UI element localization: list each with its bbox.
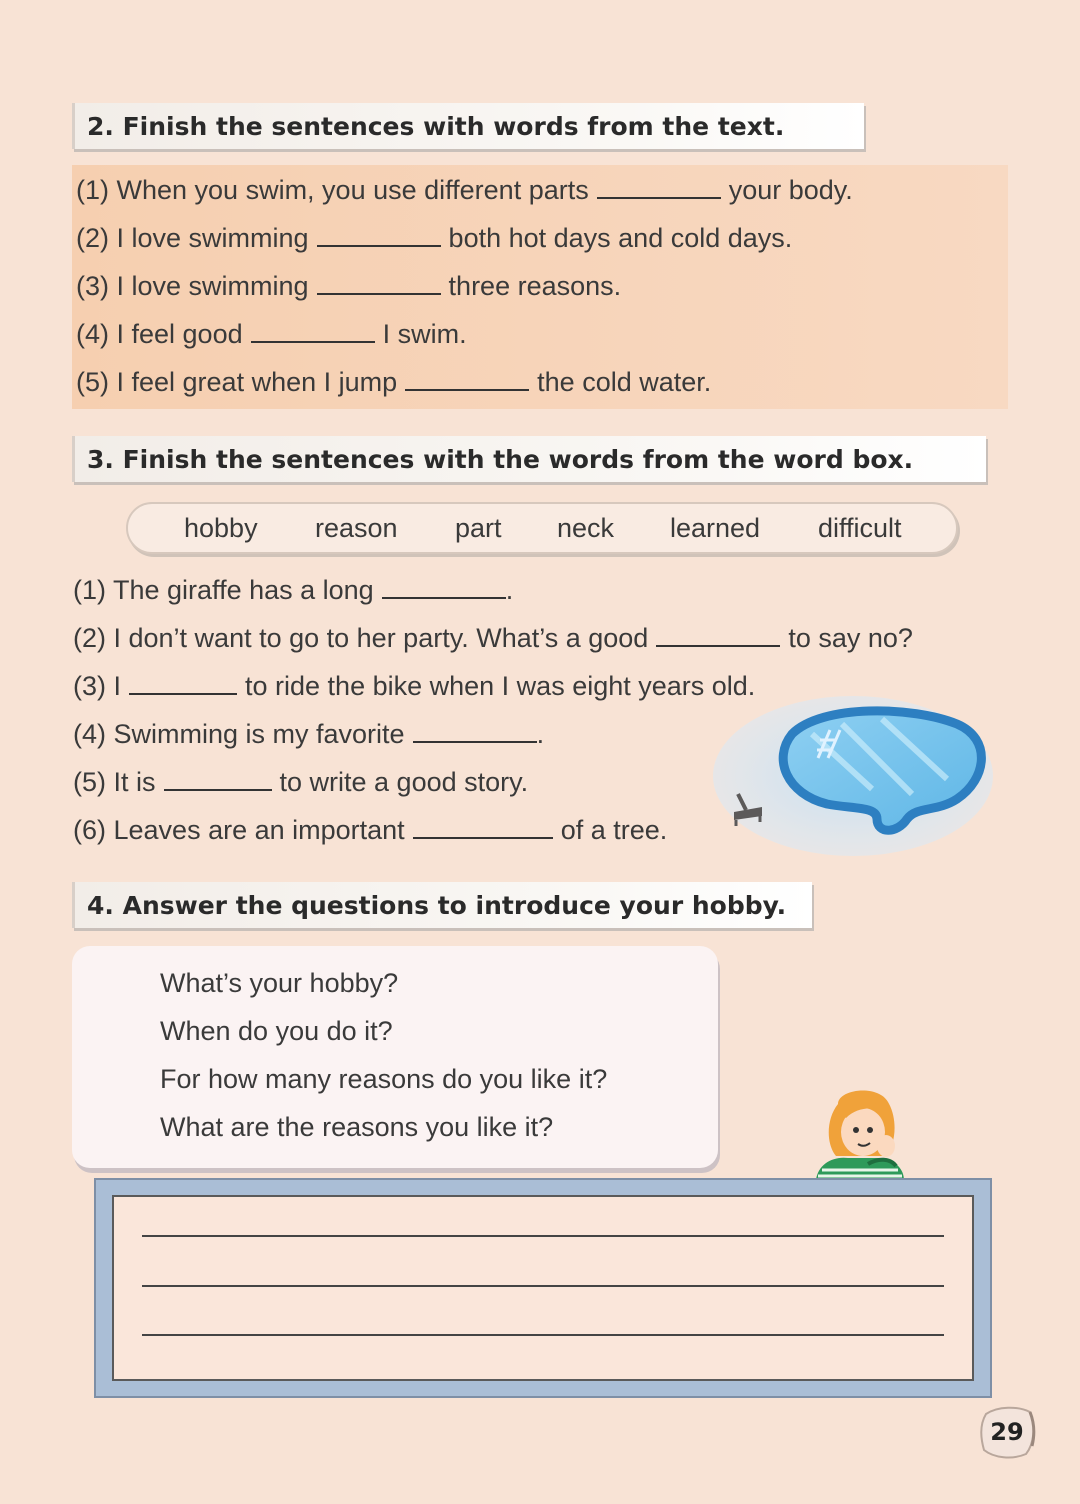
s2-line-2 — [76, 223, 792, 254]
page-number: 29 — [990, 1418, 1024, 1446]
answer-blank[interactable] — [317, 271, 441, 295]
s3-line-2 — [73, 623, 913, 654]
question-1: What’s your hobby? — [160, 968, 399, 998]
answer-blank[interactable] — [405, 367, 529, 391]
section-2-header — [72, 103, 864, 149]
word-box — [126, 502, 958, 554]
question-3: For how many reasons do you like it? — [160, 1064, 608, 1094]
s3-line-1-text: (1) The giraffe has a long — [73, 575, 374, 605]
s2-line-4-end: I swim. — [382, 319, 467, 349]
s2-line-1 — [76, 175, 853, 206]
s3-line-4-text: (4) Swimming is my favorite — [73, 719, 405, 749]
s2-line-2-text: (2) I love swimming — [76, 223, 309, 253]
s2-line-3-end: three reasons. — [448, 271, 622, 301]
s3-line-4 — [73, 719, 544, 750]
s3-line-1-end: . — [505, 575, 514, 605]
s3-line-6-text: (6) Leaves are an important — [73, 815, 405, 845]
s3-line-4-end: . — [536, 719, 545, 749]
section-3-header — [72, 436, 986, 482]
answer-blank[interactable] — [251, 319, 375, 343]
answer-blank[interactable] — [382, 575, 506, 599]
s2-line-1-end: your body. — [728, 175, 853, 205]
word-neck: neck — [557, 513, 615, 543]
s2-line-4 — [76, 319, 467, 350]
s2-line-5 — [76, 367, 711, 398]
writing-line — [142, 1334, 944, 1336]
s3-line-6-end: of a tree. — [560, 815, 668, 845]
question-4: What are the reasons you like it? — [160, 1112, 554, 1142]
s3-line-3 — [73, 671, 755, 702]
word-difficult: difficult — [818, 513, 902, 543]
s3-line-2-end: to say no? — [788, 623, 913, 653]
s3-line-3-end: to ride the bike when I was eight years old. — [245, 671, 756, 701]
s2-line-3-text: (3) I love swimming — [76, 271, 309, 301]
word-part: part — [455, 513, 502, 543]
s3-line-6 — [73, 815, 667, 846]
question-2: When do you do it? — [160, 1016, 393, 1046]
s2-line-3 — [76, 271, 621, 302]
answer-blank[interactable] — [597, 175, 721, 199]
s3-line-3-text: (3) I — [73, 671, 122, 701]
s2-line-2-end: both hot days and cold days. — [448, 223, 793, 253]
s2-line-4-text: (4) I feel good — [76, 319, 243, 349]
s3-line-2-text: (2) I don’t want to go to her party. What’s a good — [73, 623, 649, 653]
s2-line-5-end: the cold water. — [537, 367, 712, 397]
writing-line — [142, 1285, 944, 1287]
s3-line-5-text: (5) It is — [73, 767, 156, 797]
answer-blank[interactable] — [413, 815, 553, 839]
swimming-pool-illustration — [712, 694, 994, 858]
s2-line-1-text: (1) When you swim, you use different parts — [76, 175, 589, 205]
s3-line-5 — [73, 767, 528, 798]
s3-line-5-end: to write a good story. — [279, 767, 529, 797]
answer-blank[interactable] — [164, 767, 272, 791]
section-4-title: 4. Answer the questions to introduce your hobby. — [87, 890, 787, 920]
answer-blank[interactable] — [317, 223, 441, 247]
word-hobby: hobby — [184, 513, 258, 543]
writing-line — [142, 1235, 944, 1237]
section-2-title: 2. Finish the sentences with words from the text. — [87, 111, 785, 141]
answer-writing-frame — [94, 1178, 992, 1398]
section-4-header — [72, 882, 812, 928]
section-3-title: 3. Finish the sentences with the words from the word box. — [87, 444, 914, 474]
s3-line-1 — [73, 575, 513, 606]
answer-blank[interactable] — [413, 719, 537, 743]
answer-blank[interactable] — [656, 623, 780, 647]
answer-writing-area[interactable] — [112, 1195, 974, 1381]
girl-thinking-illustration — [808, 1084, 912, 1182]
word-learned: learned — [670, 513, 761, 543]
answer-blank[interactable] — [129, 671, 237, 695]
s2-line-5-text: (5) I feel great when I jump — [76, 367, 398, 397]
word-reason: reason — [315, 513, 398, 543]
